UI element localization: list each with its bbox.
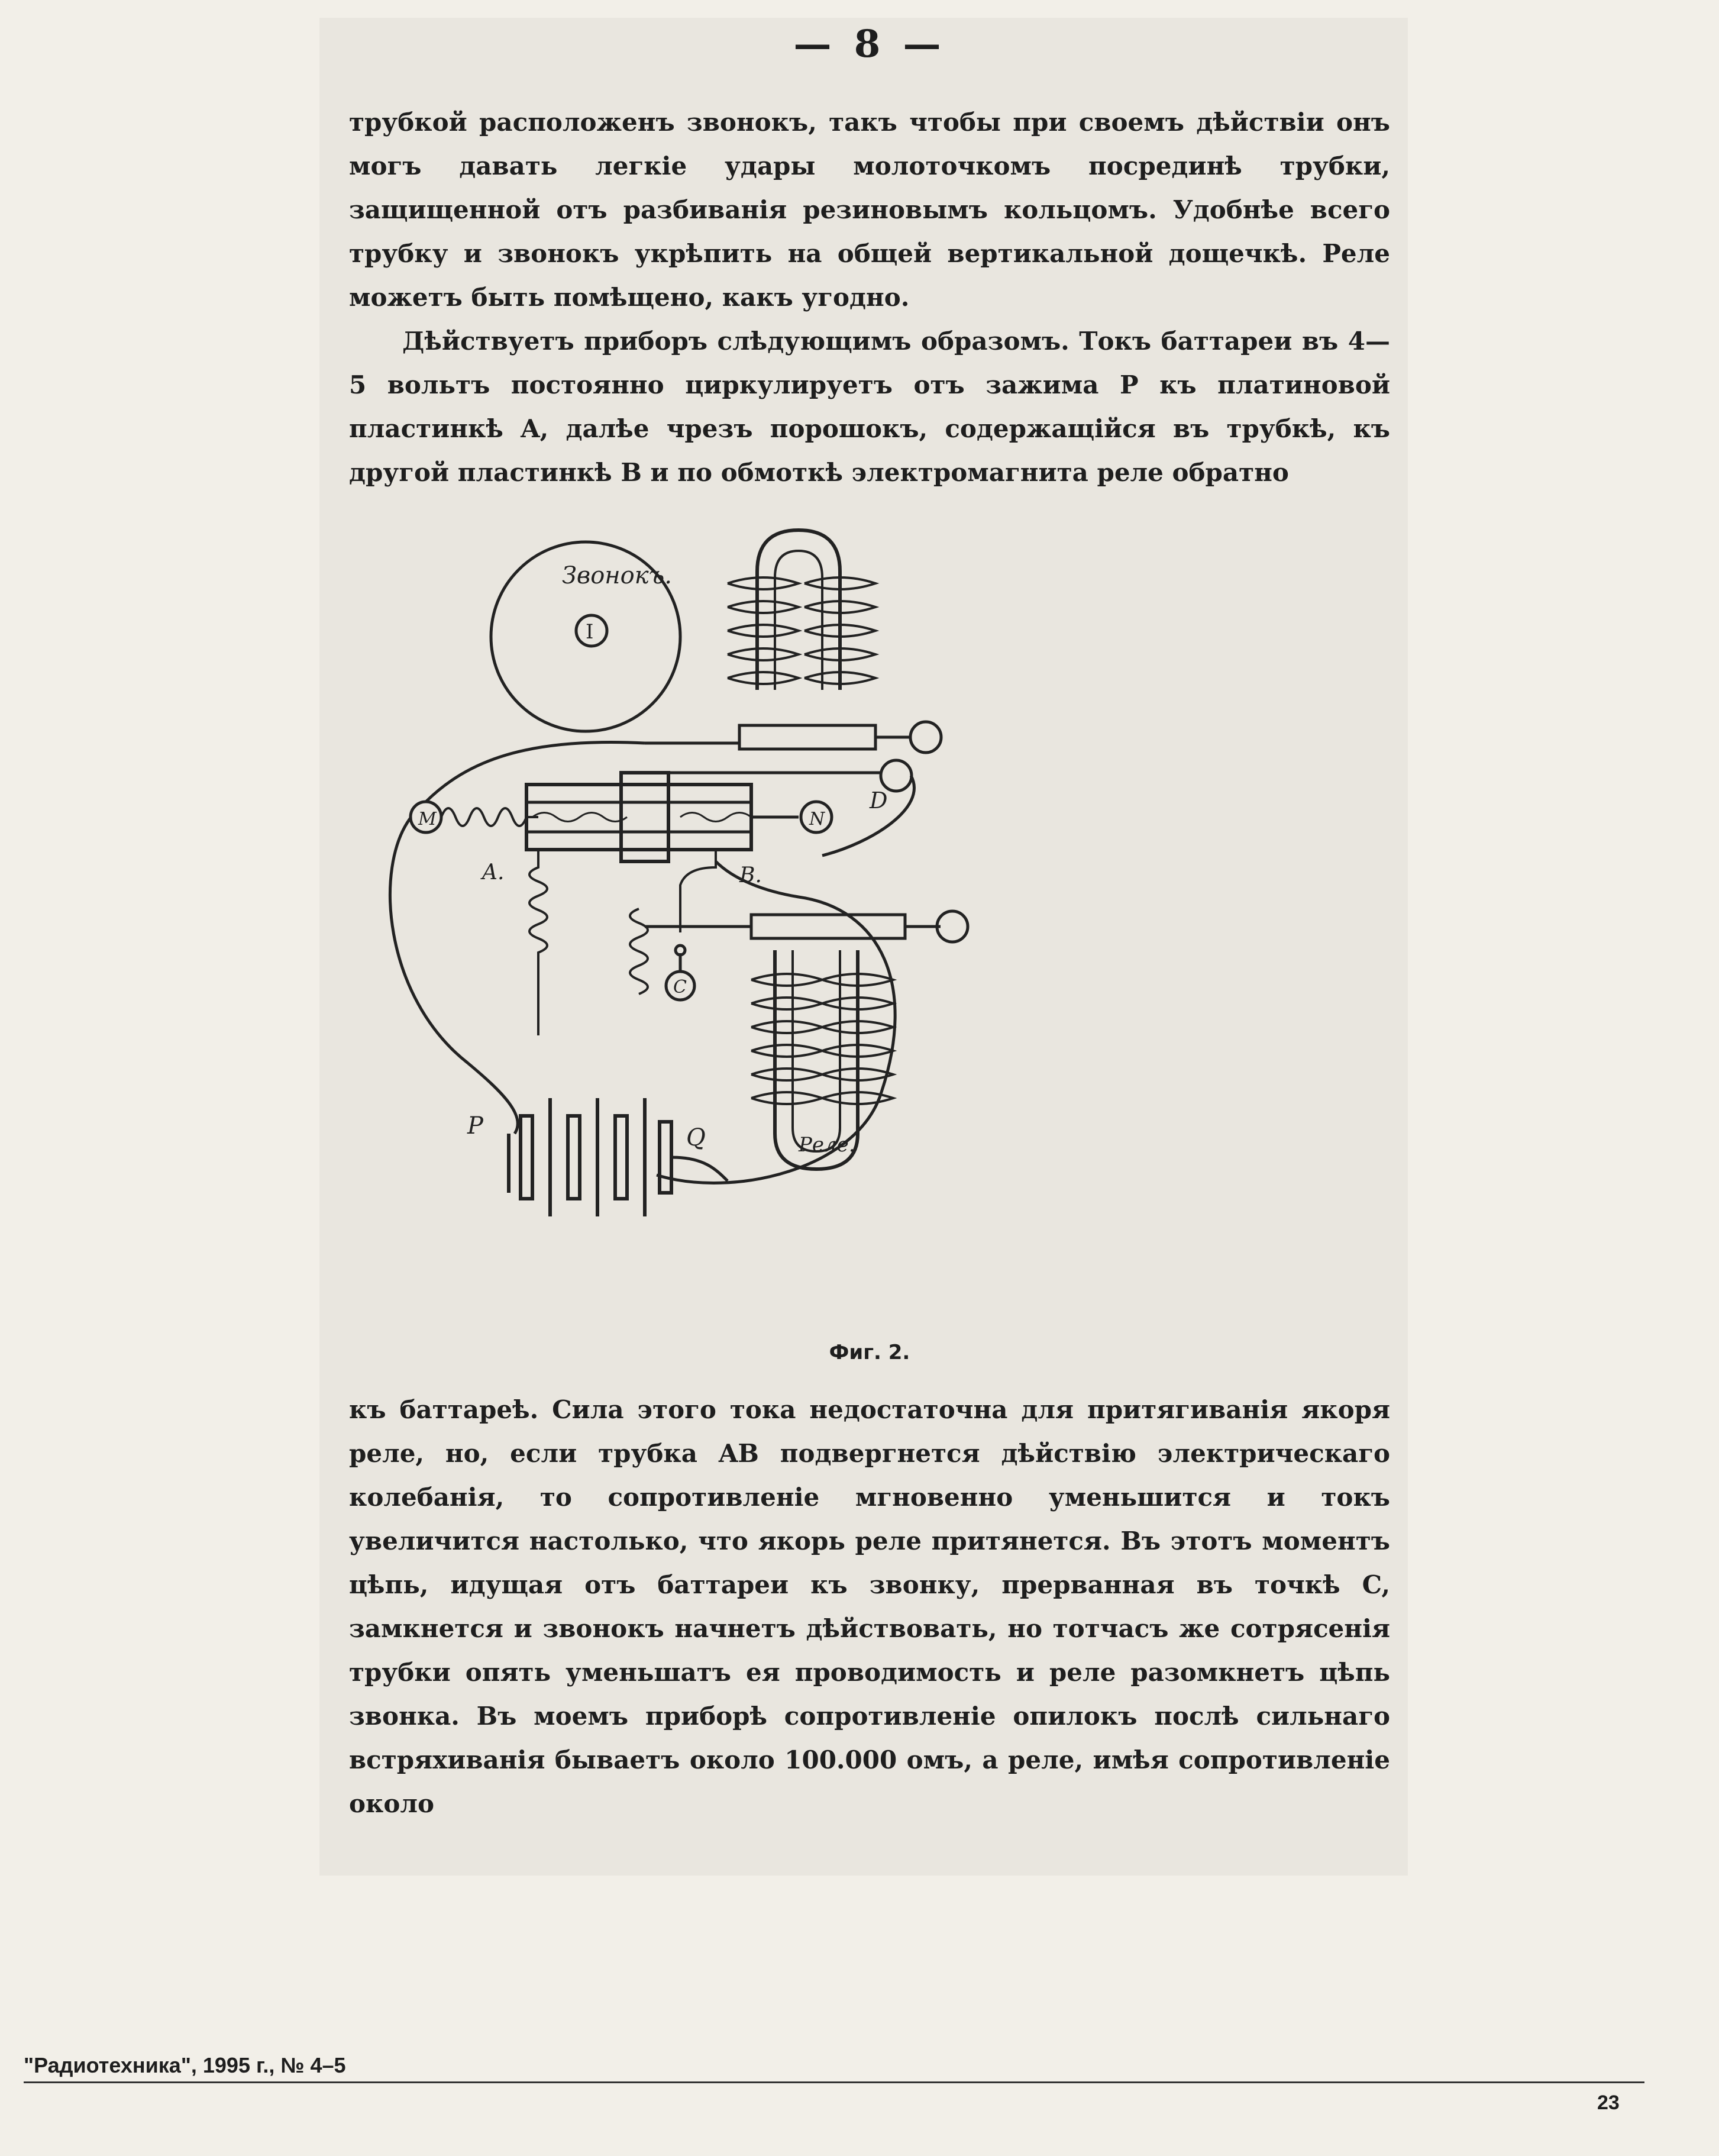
battery bbox=[509, 1098, 671, 1216]
label-c: C bbox=[673, 977, 687, 998]
label-b: B. bbox=[739, 863, 762, 887]
paragraph-2: Дѣйствуетъ приборъ слѣдующимъ образомъ. Токъ баттареи въ 4—5 вольтъ постоянно циркулируетъ отъ зажима P къ платиновой пластинкѣ A, далѣе чрезъ порошокъ, содержащійся въ трубкѣ, къ другой пластинкѣ B и по обмоткѣ электромагнита реле обратно bbox=[349, 327, 1390, 487]
bell-mark: I bbox=[586, 620, 594, 644]
paragraph-1: трубкой расположенъ звонокъ, такъ чтобы при своемъ дѣйствіи онъ могъ давать легкіе удары молоточкомъ посрединѣ трубки, защищенной отъ разбиванія резиновымъ кольцомъ. Удобнѣе всего трубку и звонокъ укрѣпить на общей вертикальной дощечкѣ. Реле можетъ быть помѣщено, какъ угодно. bbox=[349, 108, 1390, 312]
label-q: Q bbox=[686, 1124, 706, 1151]
circuit-drawing bbox=[349, 512, 1390, 1335]
relay-label: Реле. bbox=[799, 1133, 855, 1157]
bell-armature bbox=[739, 725, 875, 749]
footer-divider bbox=[24, 2081, 1644, 2083]
label-p: P bbox=[467, 1112, 483, 1140]
journal-source: "Радиотехника", 1995 г., № 4–5 bbox=[24, 2053, 346, 2077]
label-n: N bbox=[809, 809, 825, 830]
label-d: D bbox=[870, 787, 888, 814]
label-a: A. bbox=[482, 860, 505, 885]
bell-label: Звонокъ. bbox=[562, 562, 672, 589]
relay-armature bbox=[751, 915, 905, 938]
label-m: M bbox=[418, 809, 437, 830]
paragraph-3: къ баттареѣ. Сила этого тока недостаточна для притягиванія якоря реле, но, если трубка AB подвергнется дѣйствію электрическаго колебанія, то сопротивленіе мгновенно уменьшится и токъ увеличится настолько, что якорь реле притянется. Въ этотъ моментъ цѣпь, идущая отъ баттареи къ звонку, прерванная въ точкѣ C, замкнется и звонокъ начнетъ дѣйствовать, но тотчасъ же сотрясенія трубки опять уменьшатъ ея проводимость и реле разомкнетъ цѣпь звонка. Въ моемъ приборѣ сопротивленіе опилокъ послѣ сильнаго встряхиванія бываетъ около 100.000 омъ, а реле, имѣя сопротивленіе около bbox=[349, 1395, 1390, 1818]
book-page bbox=[349, 24, 1390, 1826]
figure-caption: Фиг. 2. bbox=[829, 1341, 910, 1364]
page-number: — 8 — bbox=[793, 22, 946, 66]
coherer-tube bbox=[526, 785, 751, 850]
journal-page-number: 23 bbox=[1597, 2092, 1620, 2114]
coherer-diagram bbox=[349, 512, 1390, 1335]
